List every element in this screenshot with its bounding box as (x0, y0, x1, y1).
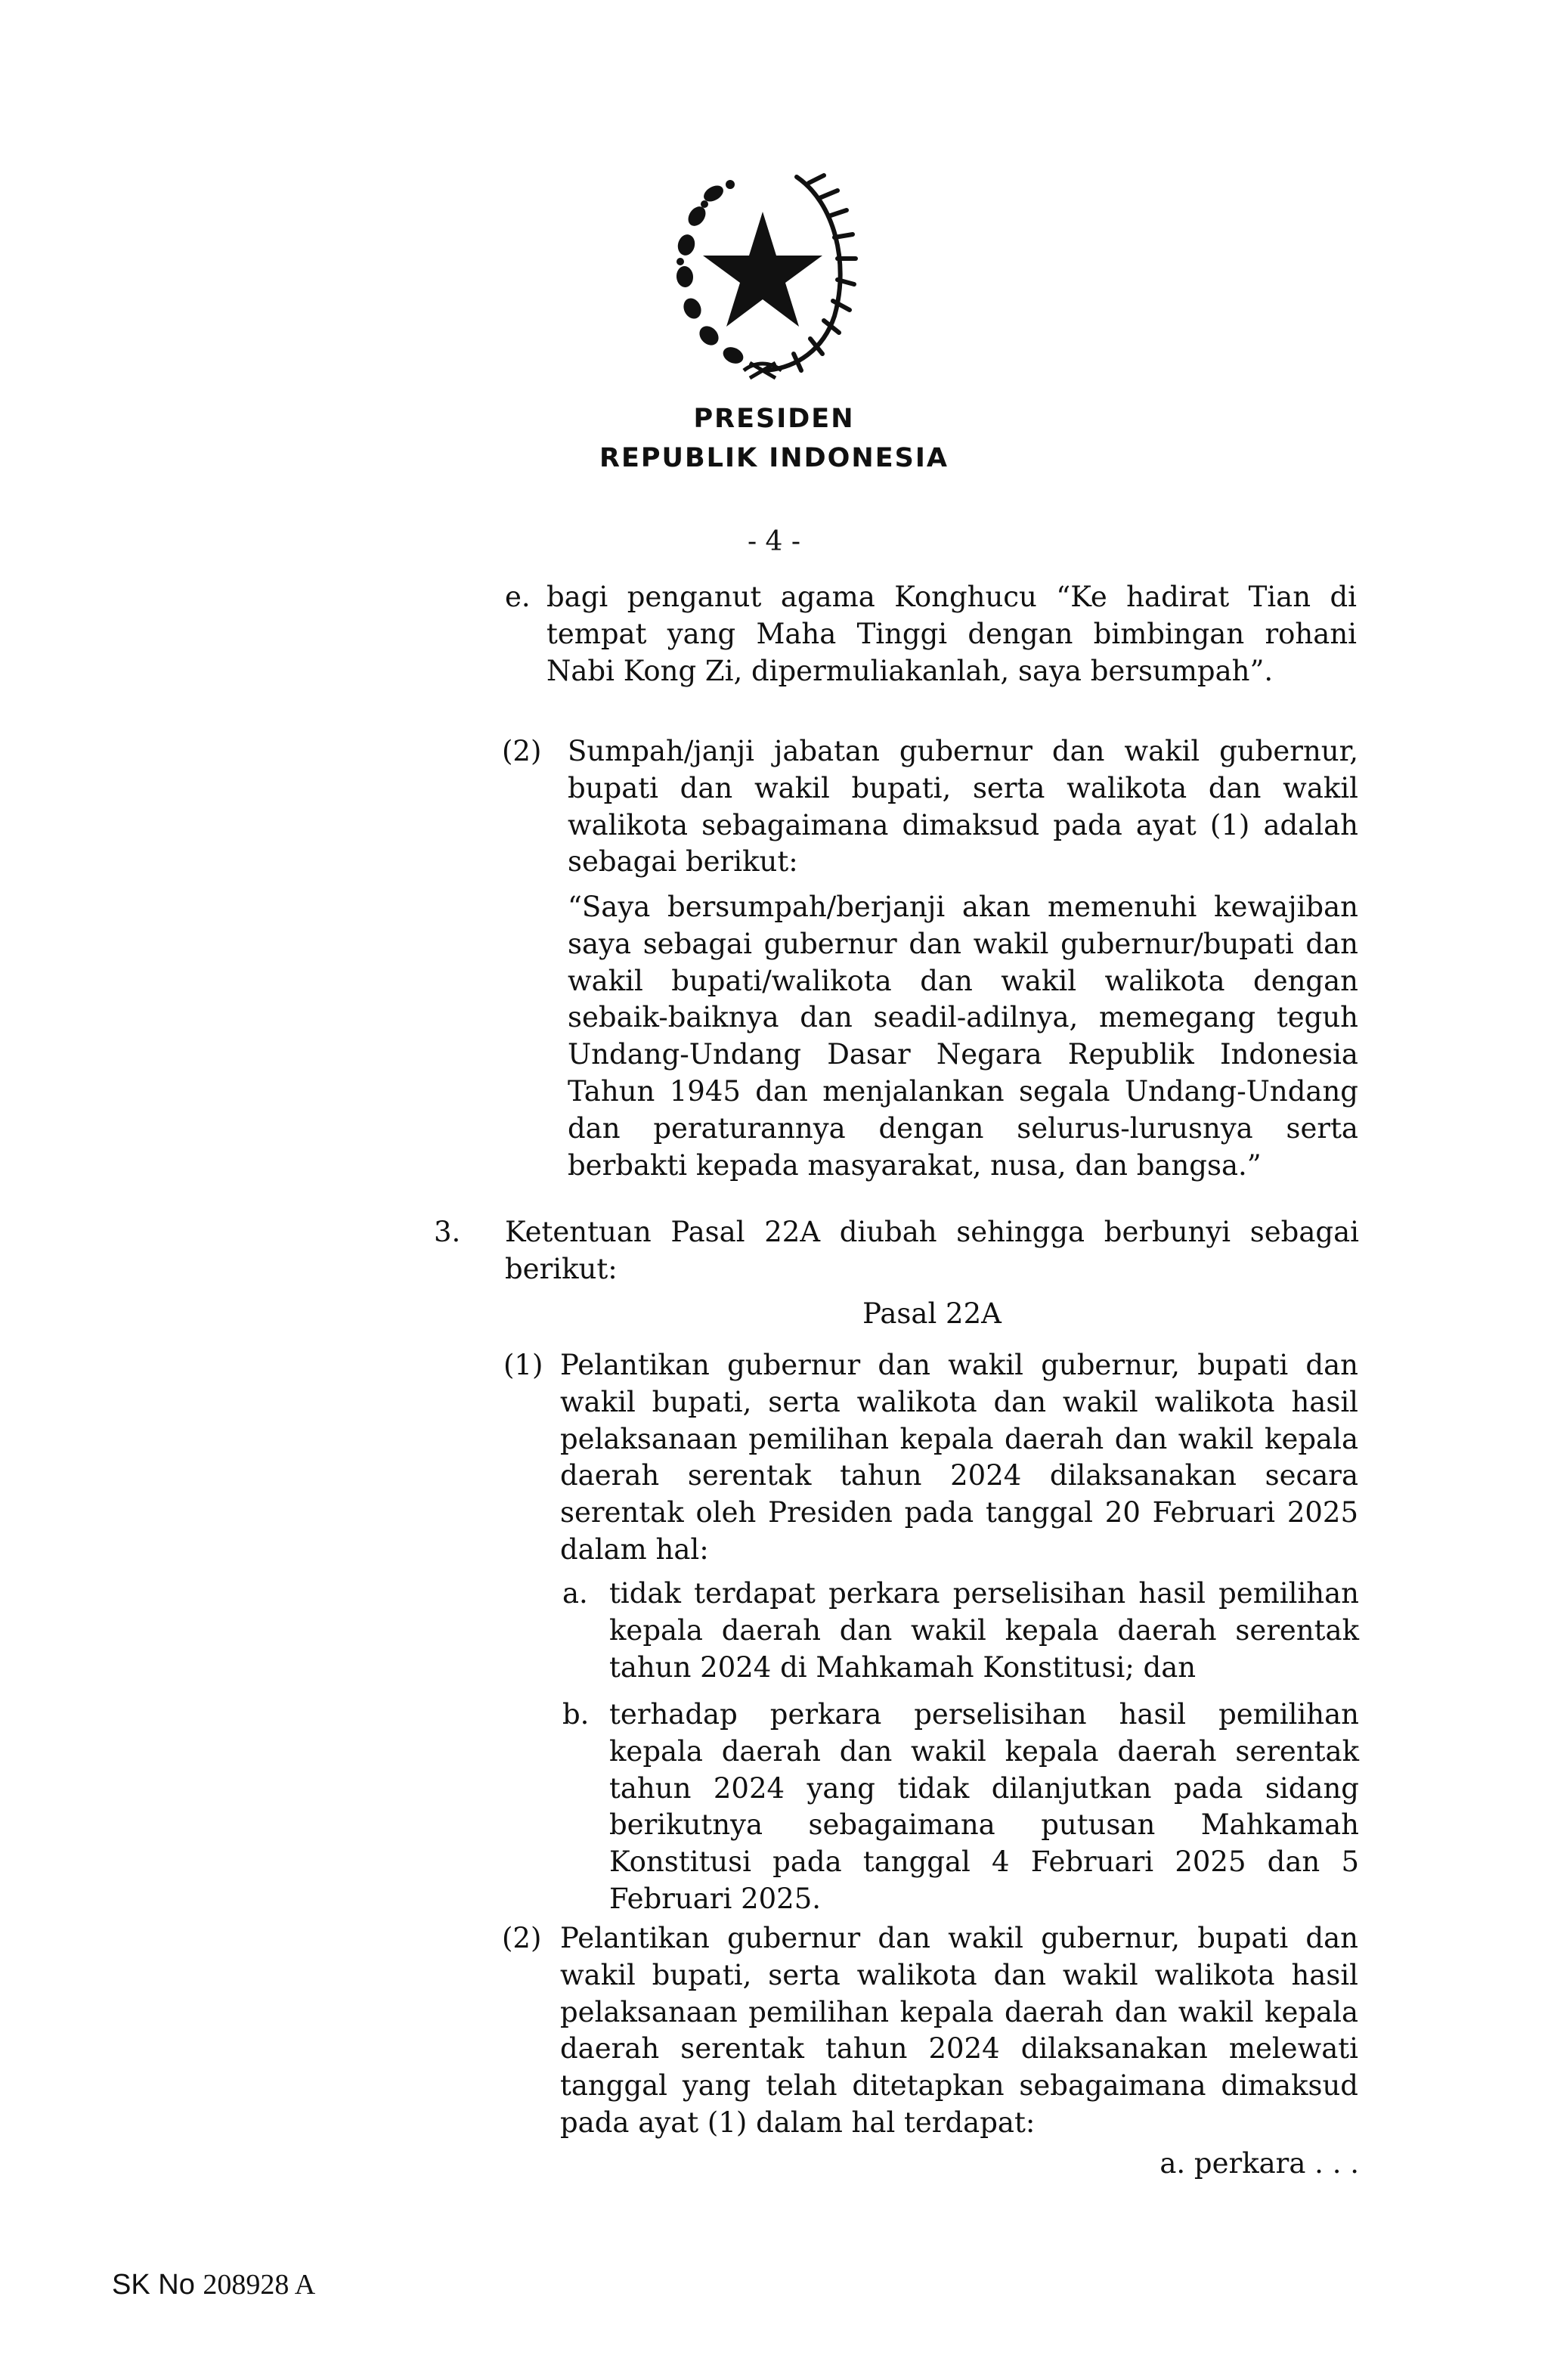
list-item-a-text: tidak terdapat perkara perselisihan hasil pemilihan kepala daerah dan wakil kepala daerah serentak tahun 2024 di Mahkamah Konstitusi; dan (609, 1577, 1359, 1684)
list-item-a (609, 1576, 1359, 1686)
page-continuation: a. perkara . . . (1159, 2147, 1359, 2180)
pasal-ayat-1-paragraph: Pelantikan gubernur dan wakil gubernur, bupati dan wakil bupati, serta walikota dan wakil walikota hasil pelaksanaan pemilihan kepala daerah dan wakil kepala daerah serentak tahun 2024 dilaksanakan secara serentak oleh Presiden pada tanggal 20 Februari 2025 dalam hal: (560, 1349, 1358, 1566)
pasal-ayat-2-text (560, 1920, 1358, 2142)
point-3-paragraph: Ketentuan Pasal 22A diubah sehingga berbunyi sebagai berikut: (505, 1216, 1359, 1285)
header-subtitle: REPUBLIK INDONESIA (599, 443, 949, 473)
star-wreath-icon (661, 172, 865, 393)
ayat-2-paragraph: Sumpah/janji jabatan gubernur dan wakil gubernur, bupati dan wakil bupati, serta walikota dan wakil walikota sebagaimana dimaksud pada ayat (1) adalah sebagai berikut: (568, 735, 1358, 879)
pasal-ayat-1-marker: (1) (503, 1349, 543, 1381)
pasal-ayat-2-paragraph: Pelantikan gubernur dan wakil gubernur, bupati dan wakil bupati, serta walikota dan wakil walikota hasil pelaksanaan pemilihan kepala daerah dan wakil kepala daerah serentak tahun 2024 dilaksanakan melewati tanggal yang telah ditetapkan sebagaimana dimaksud pada ayat (1) dalam hal terdapat: (560, 1922, 1358, 2139)
ayat-2-marker: (2) (502, 735, 542, 767)
oath-text (568, 889, 1358, 1184)
point-3-text (505, 1214, 1359, 1288)
point-3-marker: 3. (434, 1216, 461, 1248)
list-item-b (609, 1697, 1359, 1918)
item-e-paragraph: bagi penganut agama Konghucu “Ke hadirat Tian di tempat yang Maha Tinggi dengan bimbingan rohani Nabi Kong Zi, dipermuliakanlah, saya bersumpah”. (546, 581, 1357, 687)
ayat-2-text (568, 733, 1358, 881)
presidential-emblem (661, 172, 865, 393)
list-item-b-text: terhadap perkara perselisihan hasil pemilihan kepala daerah dan wakil kepala daerah serentak tahun 2024 yang tidak dilanjutkan pada sidang berikutnya sebagaimana putusan Mahkamah Konstitusi pada tanggal 4 Februari 2025 dan 5 Februari 2025. (609, 1698, 1359, 1915)
oath-paragraph: “Saya bersumpah/berjanji akan memenuhi kewajiban saya sebagai gubernur dan wakil gubernur/bupati dan wakil bupati/walikota dan wakil walikota dengan sebaik-baiknya dan seadil-adilnya, memegang teguh Undang-Undang Dasar Negara Republik Indonesia Tahun 1945 dan menjalankan segala Undang-Undang dan peraturannya dengan selurus-lurusnya serta berbakti kepada masyarakat, nusa, dan bangsa.” (568, 891, 1358, 1182)
page-number: - 4 - (747, 526, 801, 557)
pasal-ayat-2-marker: (2) (502, 1922, 542, 1954)
item-e-marker: e. (505, 581, 531, 613)
list-item-a-marker: a. (562, 1577, 588, 1610)
document-number (112, 2268, 315, 2301)
article-title: Pasal 22A (862, 1297, 1002, 1330)
item-e-text (546, 579, 1357, 690)
header-title: PRESIDEN (693, 404, 855, 434)
document-number-value: 208928 A (203, 2269, 316, 2301)
document-number-prefix: SK No (112, 2269, 195, 2301)
list-item-b-marker: b. (562, 1698, 590, 1731)
pasal-ayat-1-text (560, 1347, 1358, 1569)
